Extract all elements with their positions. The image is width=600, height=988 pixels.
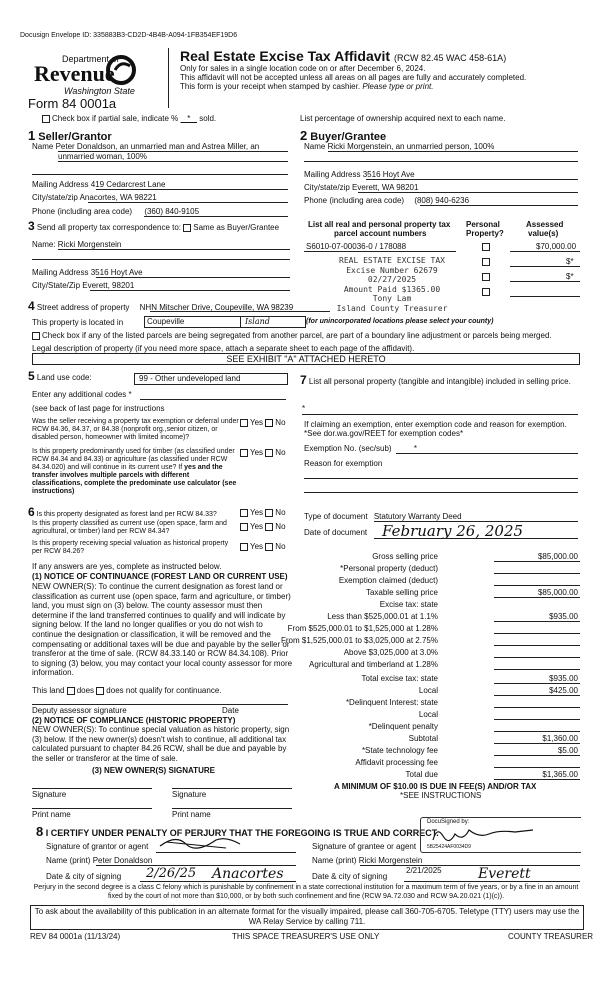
seller-city: City/state/zip Anacortes, WA 98221	[32, 193, 157, 202]
s6q1-no-checkbox[interactable]	[265, 509, 273, 517]
excise-label: Excise tax: state	[379, 600, 438, 609]
assessed-row3: $*	[566, 272, 574, 281]
dept-line1: Department of	[62, 54, 120, 64]
q2-yes-checkbox[interactable]	[240, 449, 248, 457]
sec6-q1-answer: Yes No	[240, 508, 286, 517]
grantee-signature-icon	[429, 824, 539, 844]
s6q2-no-checkbox[interactable]	[265, 523, 273, 531]
s6q3-no-checkbox[interactable]	[265, 543, 273, 551]
sec6-q2-answer: Yes No	[240, 522, 286, 531]
sec6-q1: 6 Is this property designated as forest land per RCW 84.33?	[28, 505, 217, 519]
ownership-note: List percentage of ownership acquired next to each name.	[300, 114, 506, 123]
parcel-header: List all real and personal property tax	[308, 220, 451, 229]
signature-label-2: Signature	[172, 790, 207, 799]
notice2-body: NEW OWNER(S): To continue special valuation as historic property, sign (3) below. If the new owner(s) doesn't wish to continue, all additional tax calculated pursuant to chapter 84.26 RCW, shall be due and payable by the seller or transferor at the time of sale.	[32, 725, 290, 763]
sec5-q1: Was the seller receiving a property tax exemption or deferral under RCW 84.36, 84.37, or 84.38 (nonprofit org.,senior citizen, or disabled person, homeowner with limited income)?	[32, 418, 239, 441]
sec3-mailing: Mailing Address 3516 Hoyt Ave	[32, 268, 143, 277]
personal-checkbox-4[interactable]	[482, 288, 490, 296]
personal-header2: Property?	[466, 229, 504, 238]
personal-header: Personal	[466, 220, 500, 229]
seller-name: Name Peter Donaldson, an unmarried man and Astrea Miller, an	[32, 142, 260, 151]
parcel-header2: parcel account numbers	[334, 229, 427, 238]
grantee-sig-label: Signature of grantee or agent	[312, 842, 417, 851]
answer-note: If any answers are yes, complete as instructed below.	[32, 562, 222, 571]
grantee-date-label: Date & city of signing	[312, 872, 388, 881]
dept-line3: Washington State	[64, 86, 135, 96]
subtotal-label: Subtotal	[408, 734, 438, 743]
segregated: Check box if any of the listed parcels are being segregated from another parcel, are part of a boundary line adjustment or parcels being merged.	[32, 331, 552, 340]
county-treasurer: COUNTY TREASURER	[508, 932, 594, 941]
seller-phone: Phone (including area code) (360) 840-9105	[32, 207, 200, 216]
new-owner-signature: (3) NEW OWNER(S) SIGNATURE	[92, 766, 215, 775]
form-number: Form 84 0001a	[28, 96, 117, 111]
same-as-buyer-checkbox[interactable]	[183, 224, 191, 232]
q1-yes-checkbox[interactable]	[240, 419, 248, 427]
header-note1: Only for sales in a single location code on or after December 6, 2024.	[180, 64, 426, 73]
sec7-label: 7 List all personal property (tangible and intangible) included in selling price.	[300, 373, 571, 387]
seller-mailing: Mailing Address 419 Cedarcrest Lane	[32, 180, 166, 189]
local-label: Local	[418, 686, 438, 695]
docusign-id: 5B25424AF0034D9	[427, 844, 471, 850]
sec6-q3-answer: Yes No	[240, 542, 286, 551]
sec4-street: 4 Street address of property NHN Mitscher Drive, Coupeville, WA 98239	[28, 299, 294, 313]
print-name-1: Print name	[32, 810, 71, 819]
personal-label: *Personal property (deduct)	[340, 564, 438, 573]
sec7-bullet: *	[302, 404, 306, 413]
legal-exhibit[interactable]: SEE EXHIBIT "A" ATTACHED HERETO	[32, 353, 580, 365]
seller-heading: 1 Seller/Grantor	[28, 128, 112, 143]
form-title: Real Estate Excise Tax Affidavit (RCW 82.45 WAC 458-61A)	[180, 48, 507, 64]
see-back: (see back of last page for instructions	[32, 404, 165, 413]
grantee-date: 2/21/2025	[406, 866, 442, 875]
assessed-header2: value(s)	[528, 229, 559, 238]
seller-name2: unmarried woman, 100%	[58, 152, 147, 161]
segregated-checkbox[interactable]	[32, 332, 40, 340]
sec5-q2-answer: Yes No	[240, 448, 286, 457]
doc-date-label: Date of document	[304, 528, 368, 537]
docusign-box	[420, 817, 581, 853]
exempt-label: Exemption claimed (deduct)	[338, 576, 438, 585]
affidavit-fee-label: Affidavit processing fee	[355, 758, 438, 767]
grantor-print: Name (print) Peter Donaldson	[46, 856, 153, 865]
docusigned-label: DocuSigned by:	[427, 819, 470, 825]
deputy-signature: Deputy assessor signature	[32, 706, 127, 715]
legal-description: Legal description of property (if you need more space, attach a separate sheet to each page of the affidavit).	[32, 344, 415, 353]
treasurer-stamp: REAL ESTATE EXCISE TAX Excise Number 62679 02/27/2025 Amount Paid $1365.00 Tony Lam Island County Treasurer	[336, 256, 448, 313]
subtotal-value: $1,360.00	[542, 734, 578, 743]
s6q3-yes-checkbox[interactable]	[240, 543, 248, 551]
minimum-due: A MINIMUM OF $10.00 IS DUE IN FEE(S) AND/OR TAX	[334, 782, 537, 791]
does-checkbox[interactable]	[67, 687, 75, 695]
sec6-q2: Is this property classified as current use (open space, farm and agricultural, or timber) land per RCW 84.34?	[32, 520, 227, 535]
total-state-label: Total excise tax: state	[361, 674, 438, 683]
total-due-value: $1,365.00	[542, 770, 578, 779]
local-value: $425.00	[549, 686, 578, 695]
tier2-label: From $525,000.01 to $1,525,000 at 1.28%	[287, 624, 438, 633]
delinq-local-label: Local	[418, 710, 438, 719]
buyer-heading: 2 Buyer/Grantee	[300, 128, 387, 143]
sec4-note: (for unincorporated locations please select your county)	[306, 318, 494, 325]
exemption-text: If claiming an exemption, enter exemption code and reason for exemption. *See dor.wa.gov/REET for exemption codes*	[304, 420, 567, 438]
reason-exemption: Reason for exemption	[304, 459, 383, 468]
tech-fee-value: $5.00	[557, 746, 578, 755]
sec4-located: This property is located in	[32, 318, 124, 327]
signature-label-1: Signature	[32, 790, 67, 799]
parcel-row1: S6010-07-00036-0 / 178088	[306, 242, 407, 251]
grantee-print: Name (print) Ricki Morgenstein	[312, 856, 423, 865]
partial-sale-checkbox[interactable]	[42, 115, 50, 123]
delinq-penalty-label: *Delinquent penalty	[368, 722, 438, 731]
total-due-label: Total due	[405, 770, 438, 779]
doc-type: Type of document Statutory Warranty Deed	[304, 512, 462, 521]
grantee-city: Everett	[478, 866, 531, 882]
assessed-row1: $70,000.00	[536, 242, 577, 251]
grantor-signature-icon	[156, 832, 246, 852]
doc-date: February 26, 2025	[382, 522, 524, 540]
does-not-checkbox[interactable]	[96, 687, 104, 695]
treasurer-only: THIS SPACE TREASURER'S USE ONLY	[232, 932, 380, 941]
s6q1-yes-checkbox[interactable]	[240, 509, 248, 517]
personal-checkbox-2[interactable]	[482, 258, 490, 266]
q2-no-checkbox[interactable]	[265, 449, 273, 457]
q1-no-checkbox[interactable]	[265, 419, 273, 427]
grantor-date: 2/26/25	[146, 866, 197, 881]
additional-codes: Enter any additional codes *	[32, 390, 132, 399]
county-select[interactable]: Island	[240, 316, 306, 328]
buyer-mailing: Mailing Address 3516 Hoyt Ave	[304, 170, 415, 179]
tech-fee-label: *State technology fee	[361, 746, 438, 755]
perjury-note: Perjury in the second degree is a class C felony which is punishable by confinement in a state correctional institution for a maximum term of five years, or by a fine in an amount fixed by the court of not more than $10,000, or by both such confinement and fine (RCW 9A.72.030 and RCW 9A.20.021 (1)(c)).	[33, 884, 579, 900]
sec6-q3: Is this property receiving special valuation as historical property per RCW 84.26?	[32, 540, 229, 555]
dor-swirl-icon	[106, 54, 136, 86]
notice2-head: (2) NOTICE OF COMPLIANCE (HISTORIC PROPERTY)	[32, 716, 236, 725]
assessed-row2: $*	[566, 257, 574, 266]
taxable-label: Taxable selling price	[365, 588, 438, 597]
dor-logo	[34, 52, 164, 100]
sec5-q1-answer: Yes No	[240, 418, 286, 427]
see-instructions: *SEE INSTRUCTIONS	[400, 791, 482, 800]
envelope-id: Docusign Envelope ID: 335883B3-CD2D-4B4B-A094-1FB354EF19D6	[20, 32, 238, 39]
personal-checkbox-3[interactable]	[482, 273, 490, 281]
personal-checkbox-1[interactable]	[482, 243, 490, 251]
header-note3: This form is your receipt when stamped by cashier. Please type or print.	[180, 82, 434, 91]
deputy-date: Date	[222, 706, 239, 715]
rev-number: REV 84 0001a (11/13/24)	[30, 932, 121, 941]
grantor-date-label: Date & city of signing	[46, 872, 122, 881]
exemption-no: Exemption No. (sec/sub) *	[304, 444, 417, 453]
assessed-header: Assessed	[526, 220, 564, 229]
gross-label: Gross selling price	[372, 552, 438, 561]
certify: 8 I CERTIFY UNDER PENALTY OF PERJURY THAT THE FOREGOING IS TRUE AND CORRECT.	[36, 824, 439, 839]
land-use-select[interactable]: 99 - Other undeveloped land	[134, 373, 288, 385]
sec5-q2: Is this property predominantly used for timber (as classified under RCW 84.34 and 84.33) or agriculture (as classified under RCW 84.34.020) and will continue in its current use? If yes and the transfer involves multiple parcels with different classifications, complete the predominate use calculator (see instructions)	[32, 448, 237, 495]
total-state-value: $935.00	[549, 674, 578, 683]
alt-format-note: To ask about the availability of this publication in an alternate format for the visually impaired, please call 360-705-6705. Teletype (TTY) users may use the WA Relay Service by calling 711.	[30, 905, 584, 930]
notice1-body: NEW OWNER(S): To continue the current designation as forest land or classification as current use (open space, farm and agriculture, or timber) land, you must sign on (3) below. The county assessor must then determine if the land transferred continues to qualify and will indicate by signing below. If the land no longer qualifies or you do not wish to continue the designation or classification, it will be removed and the compensating or additional taxes will be due and payable by the seller or transferor at the time of sale. (RCW 84.33.140 or RCW 84.34.108). Prior to signing (3) below, you may contact your local county assessor for more information.	[32, 582, 293, 678]
sec3-name: Name: Ricki Morgenstein	[32, 240, 122, 249]
tier4-label: Above $3,025,000 at 3.0%	[343, 648, 438, 657]
buyer-city: City/state/zip Everett, WA 98201	[304, 183, 419, 192]
grantor-sig-label: Signature of grantor or agent	[46, 842, 149, 851]
notice1-head: (1) NOTICE OF CONTINUANCE (FOREST LAND OR CURRENT USE)	[32, 572, 288, 581]
s6q2-yes-checkbox[interactable]	[240, 523, 248, 531]
sec3-city: City/State/Zip Everett, 98201	[32, 281, 135, 290]
city-select[interactable]: Coupeville	[144, 316, 244, 328]
tier3-label: From $1,525,000.01 to $3,025,000 at 2.75%	[280, 636, 438, 645]
dept-line2: Revenue	[34, 61, 115, 86]
sec3-label: 3 Send all property tax correspondence to: Same as Buyer/Grantee	[28, 219, 280, 233]
partial-sale: Check box if partial sale, indicate % * sold.	[42, 114, 216, 123]
print-name-2: Print name	[172, 810, 211, 819]
tier5-label: Agricultural and timberland at 1.28%	[309, 660, 438, 669]
buyer-phone: Phone (including area code) (808) 940-6236	[304, 196, 470, 205]
gross-value: $85,000.00	[537, 552, 578, 561]
sec5-label: 5 Land use code:	[28, 369, 92, 383]
tier1-label: Less than $525,000.01 at 1.1%	[327, 612, 438, 621]
grantor-city: Anacortes	[212, 866, 284, 882]
buyer-name: Name Ricki Morgenstein, an unmarried person, 100%	[304, 142, 495, 151]
continuance: This land does does not qualify for continuance.	[32, 686, 222, 695]
tier1-value: $935.00	[549, 612, 578, 621]
header-note2: This affidavit will not be accepted unless all areas on all pages are fully and accurately completed.	[180, 73, 527, 82]
delinq-state-label: *Delinquent Interest: state	[345, 698, 438, 707]
taxable-value: $85,000.00	[537, 588, 578, 597]
